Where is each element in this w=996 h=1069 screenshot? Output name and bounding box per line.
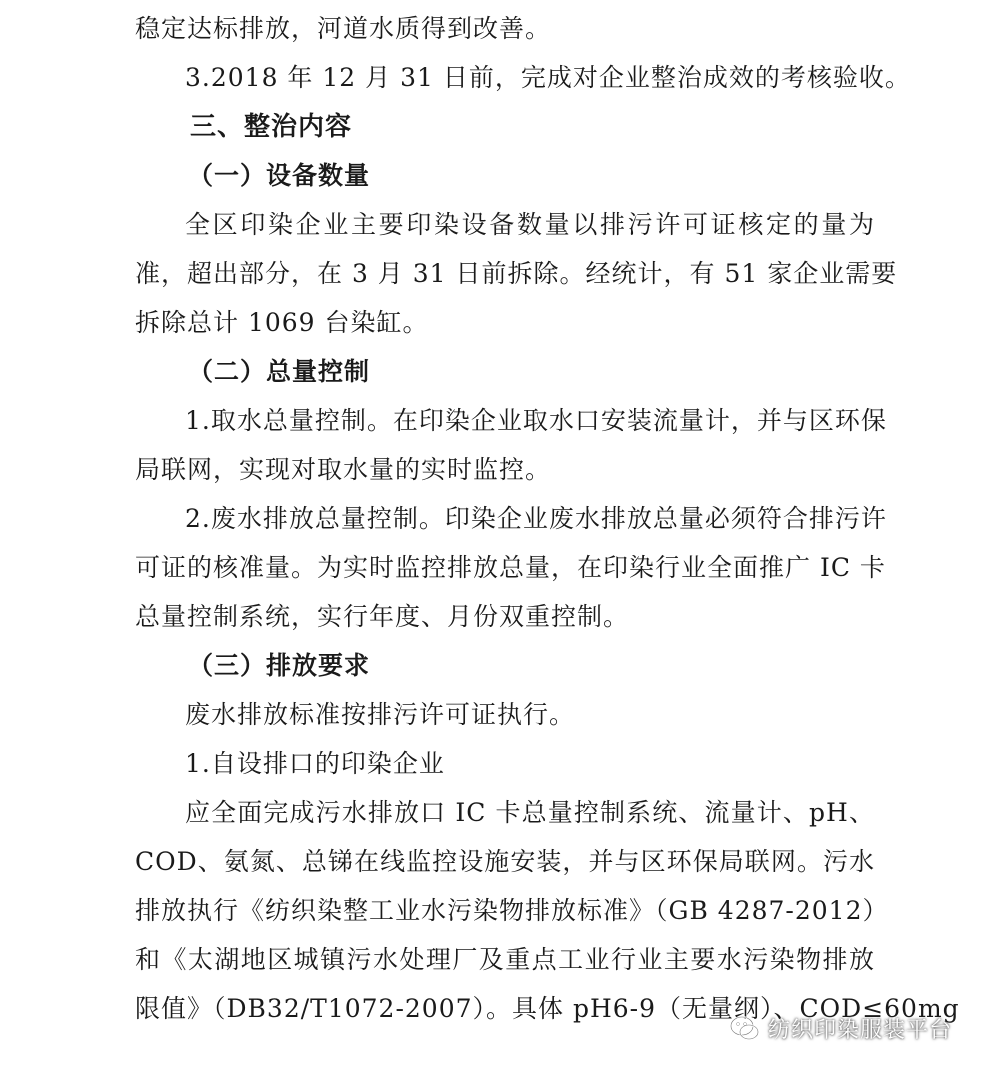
text-line-5: 全区印染企业主要印染设备数量以排污许可证核定的量为 — [185, 210, 875, 239]
text-line-6: 准，超出部分，在 3 月 31 日前拆除。经统计，有 51 家企业需要 — [135, 259, 898, 288]
text-line-12: 可证的核准量。为实时监控排放总量，在印染行业全面推广 IC 卡 — [135, 553, 886, 582]
watermark-text: 纺织印染服装平台 — [768, 1017, 953, 1043]
text-line-2: 3.2018 年 12 月 31 日前，完成对企业整治成效的考核验收。 — [185, 63, 911, 92]
text-line-7: 拆除总计 1069 台染缸。 — [135, 308, 429, 337]
subsection-heading-2: （二）总量控制 — [188, 357, 371, 386]
text-line-11: 2.废水排放总量控制。印染企业废水排放总量必须符合排污许 — [185, 504, 887, 533]
text-line-16: 1.自设排口的印染企业 — [185, 749, 445, 778]
text-line-21: 限值》（DB32/T1072-2007）。具体 pH6-9（无量纲）、COD≤60mg — [135, 994, 960, 1023]
text-line-9: 1.取水总量控制。在印染企业取水口安装流量计，并与区环保 — [185, 406, 887, 435]
text-line-15: 废水排放标准按排污许可证执行。 — [185, 700, 576, 729]
text-line-10: 局联网，实现对取水量的实时监控。 — [135, 455, 552, 484]
text-line-1: 稳定达标排放，河道水质得到改善。 — [135, 14, 552, 43]
text-line-18: COD、氨氮、总锑在线监控设施安装，并与区环保局联网。污水 — [135, 847, 875, 876]
wechat-icon — [728, 1011, 762, 1045]
text-line-20: 和《太湖地区城镇污水处理厂及重点工业行业主要水污染物排放 — [135, 945, 875, 974]
watermark — [728, 1010, 952, 1046]
text-line-13: 总量控制系统，实行年度、月份双重控制。 — [135, 602, 630, 631]
subsection-heading-1: （一）设备数量 — [188, 161, 371, 190]
section-heading: 三、整治内容 — [190, 112, 353, 142]
subsection-heading-3: （三）排放要求 — [188, 651, 371, 680]
text-line-19: 排放执行《纺织染整工业水污染物排放标准》（GB 4287-2012） — [135, 896, 889, 925]
text-line-17: 应全面完成污水排放口 IC 卡总量控制系统、流量计、pH、 — [185, 798, 875, 827]
